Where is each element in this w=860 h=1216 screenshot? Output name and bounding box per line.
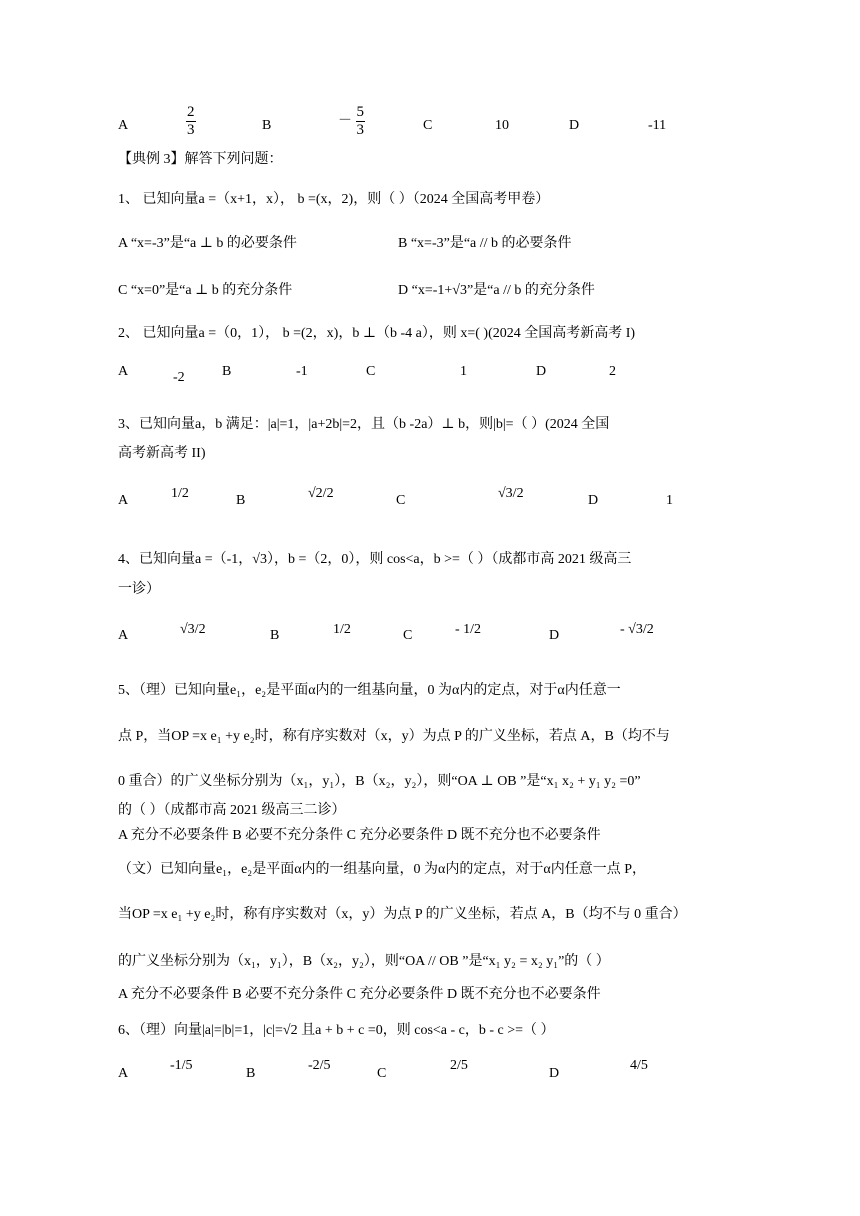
top-option-d-label: D [569,118,580,133]
question-3-option-c-value: √3/2 [498,486,524,501]
question-2-stem: 2、 已知向量a =（0，1）， b =(2，x)，b ⊥（b -4 a），则 x=( )(2024 全国高考新高考 I) [118,326,636,341]
question-1-stem: 1、 已知向量a =（x+1，x）， b =(x，2)，则（ ）（2024 全国高考甲卷） [118,192,550,207]
question-4-stem-line2: 一诊） [118,582,160,597]
question-6-option-d-label: D [549,1066,560,1081]
question-4-stem-line1: 4、已知向量a =（-1，√3），b =（2，0），则 cos<a，b >=（ ）（成都市高 2021 级高三 [118,552,632,567]
question-1-option-c: C “x=0”是“a ⊥ b 的充分条件 [118,283,293,298]
question-5-wen-line3: 的广义坐标分别为（x₁，y₁），B（x₂，y₂），则“OA // OB ”是“x₁ y₂ = x₂ y₁”的（ ） [118,954,610,969]
top-option-d-value: -11 [648,118,667,133]
question-5-wen-line2: 当OP =x e₁ +y e₂时，称有序实数对（x，y）为点 P 的广义坐标，若点 A，B（均不与 0 重合） [118,907,687,922]
question-4-option-d-value: - √3/2 [620,622,654,637]
question-6-option-d-value: 4/5 [630,1058,648,1073]
question-2-option-b-value: -1 [296,364,308,379]
example-title: 【典例 3】解答下列问题： [118,152,283,167]
question-2-option-d-value: 2 [609,364,616,379]
question-4-option-c-value: - 1/2 [455,622,482,637]
question-6-option-c-value: 2/5 [450,1058,468,1073]
top-option-a-value [186,104,196,139]
question-6-option-b-value: -2/5 [308,1058,331,1073]
question-4-option-d-label: D [549,628,560,643]
question-2-option-c-label: C [366,364,376,379]
question-4-option-b-value: 1/2 [333,622,351,637]
question-5-line4: 的（ ）（成都市高 2021 级高三二诊） [118,803,346,818]
top-option-c-value: 10 [495,118,509,133]
top-option-c-label: C [423,118,433,133]
question-4-option-c-label: C [403,628,413,643]
question-3-stem-line2: 高考新高考 II) [118,446,206,461]
question-4-option-a-value: √3/2 [180,622,206,637]
question-3-option-b-value: √2/2 [308,486,334,501]
question-5-wen-options: A 充分不必要条件 B 必要不充分条件 C 充分必要条件 D 既不充分也不必要条件 [118,987,601,1002]
question-3-option-d-value: 1 [666,493,673,508]
question-6-stem: 6、（理）向量|a|=|b|=1，|c|=√2 且a + b + c =0，则 cos<a - c，b - c >=（ ） [118,1023,555,1038]
top-option-b-label: B [262,118,272,133]
question-3-option-a-label: A [118,493,129,508]
question-5-wen-line1: （文）已知向量e₁，e₂是平面α内的一组基向量，0 为α内的定点，对于α内任意一点 P， [118,862,646,877]
question-6-option-a-label: A [118,1066,129,1081]
question-3-option-b-label: B [236,493,246,508]
question-5-line2: 点 P，当OP =x e₁ +y e₂时，称有序实数对（x，y）为点 P 的广义坐标，若点 A，B（均不与 [118,729,670,744]
question-6-option-c-label: C [377,1066,387,1081]
question-4-option-a-label: A [118,628,129,643]
fraction-denominator: 3 [187,122,195,138]
question-3-option-d-label: D [588,493,599,508]
question-2-option-a-value: -2 [173,370,185,385]
question-5-line3: 0 重合）的广义坐标分别为（x₁，y₁），B（x₂，y₂），则“OA ⊥ OB ”是“x₁ x₂ + y₁ y₂ =0” [118,774,641,789]
question-4-option-b-label: B [270,628,280,643]
question-5-line1: 5、（理）已知向量e₁，e₂是平面α内的一组基向量，0 为α内的定点，对于α内任意一 [118,683,621,698]
question-2-option-d-label: D [536,364,547,379]
question-2-option-c-value: 1 [460,364,467,379]
fraction-denominator: 3 [356,122,364,138]
question-2-option-b-label: B [222,364,232,379]
minus-sign: － [338,113,352,129]
question-3-option-c-label: C [396,493,406,508]
question-1-option-b: B “x=-3”是“a // b 的必要条件 [398,236,572,251]
question-1-option-d: D “x=-1+√3”是“a // b 的充分条件 [398,283,595,298]
question-6-option-b-label: B [246,1066,256,1081]
question-6-option-a-value: -1/5 [170,1058,193,1073]
question-5-options: A 充分不必要条件 B 必要不充分条件 C 充分必要条件 D 既不充分也不必要条件 [118,828,601,843]
question-3-stem-line1: 3、已知向量a，b 满足：|a|=1，|a+2b|=2，且（b -2a）⊥ b，则|b|=（ ）(2024 全国 [118,417,610,432]
top-option-a-label: A [118,118,129,133]
question-2-option-a-label: A [118,364,129,379]
fraction-numerator: 2 [187,104,195,120]
question-3-option-a-value: 1/2 [171,486,189,501]
top-option-b-value [338,104,365,139]
question-1-option-a: A “x=-3”是“a ⊥ b 的必要条件 [118,236,297,251]
fraction-numerator: 5 [356,104,364,120]
